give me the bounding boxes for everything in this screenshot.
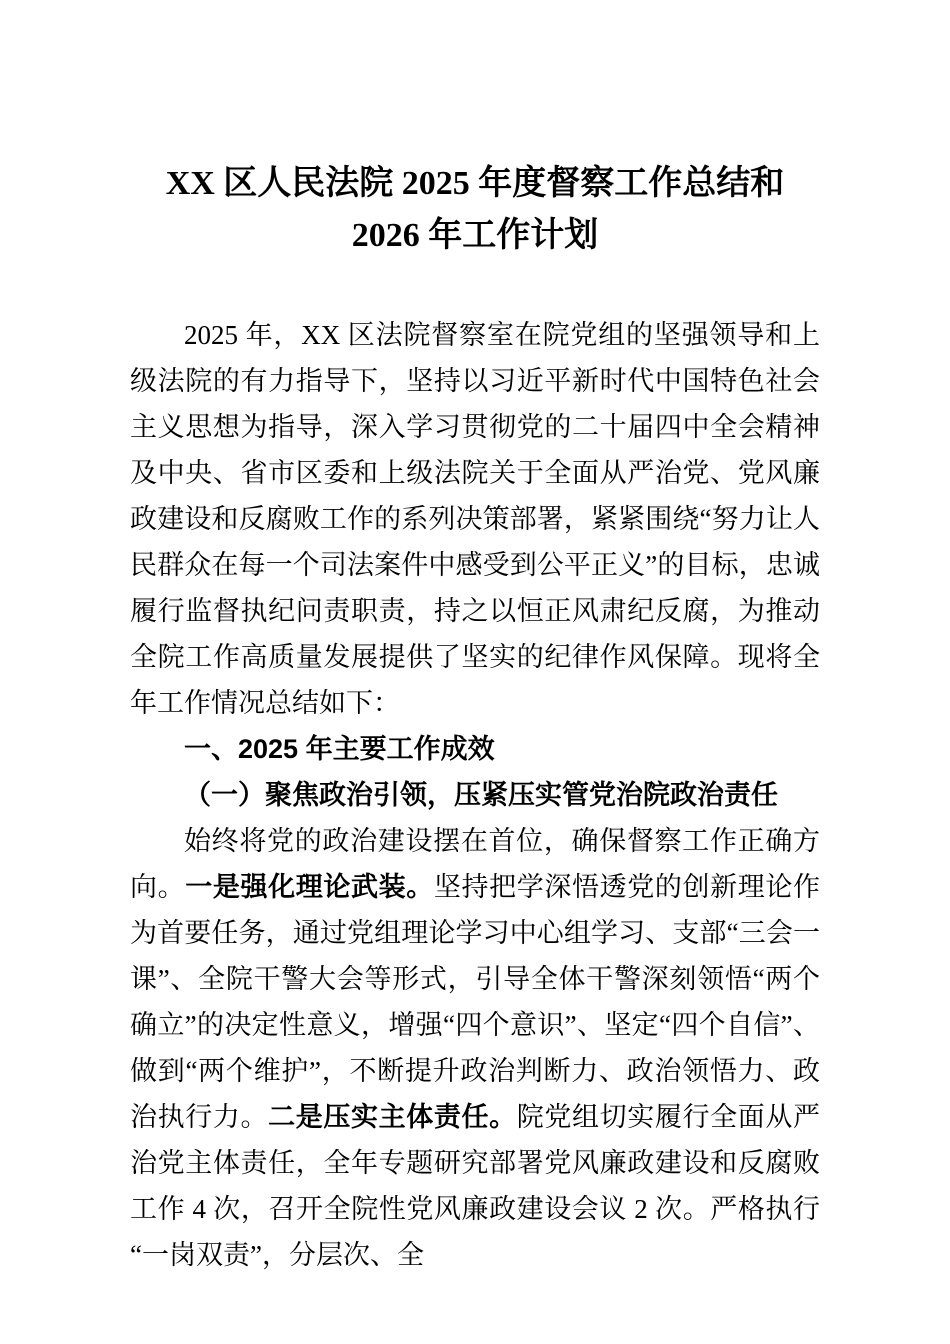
body-paragraph-2-bold-point-2: 二是压实主体责任。 [268,1102,517,1132]
document-title-line-2: 2026 年工作计划 [351,217,599,254]
document-title [130,158,820,262]
subsection-1-heading: （一）聚焦政治引领，压紧压实管党治院政治责任 [184,780,778,810]
document-title-line-1: XX 区人民法院 2025 年度督察工作总结和 [165,165,785,202]
body-paragraph-2 [130,818,820,1278]
intro-paragraph: 2025 年，XX 区法院督察室在院党组的坚强领导和上级法院的有力指导下，坚持以习近平新时代中国特色社会主义思想为指导，深入学习贯彻党的二十届四中全会精神及中央、省市区委和上级法院关于全面从严治党、党风廉政建设和反腐败工作的系列决策部署，紧紧围绕“努力让人民群众在每一个司法案件中感受到公平正义”的目标，忠诚履行监督执纪问责职责，持之以恒正风肃纪反腐，为推动全院工作高质量发展提供了坚实的纪律作风保障。现将全年工作情况总结如下： [130,320,820,718]
section-1-heading: 一、2025 年主要工作成效 [184,734,495,764]
body-paragraph-2-run-2: 坚持把学深悟透党的创新理论作为首要任务，通过党组理论学习中心组学习、支部“三会一课”、全院干警大会等形式，引导全体干警深刻领悟“两个确立”的决定性意义，增强“四个意识”、坚定“四个自信”、做到“两个维护”，不断提升政治判断力、政治领悟力、政治执行力。 [130,872,820,1132]
body-paragraph-2-run-3: 院党组切实履行全面从严治党主体责任，全年专题研究部署党风廉政建设和反腐败工作 4 次，召开全院性党风廉政建设会议 2 次。严格执行“一岗双责”，分层次、全 [130,1102,820,1270]
body-paragraph-2-run-1: 始终将党的政治建设摆在首位，确保督察工作正确方向。 [130,826,820,902]
body-paragraph-2-bold-point-1: 一是强化理论武装。 [185,872,434,902]
